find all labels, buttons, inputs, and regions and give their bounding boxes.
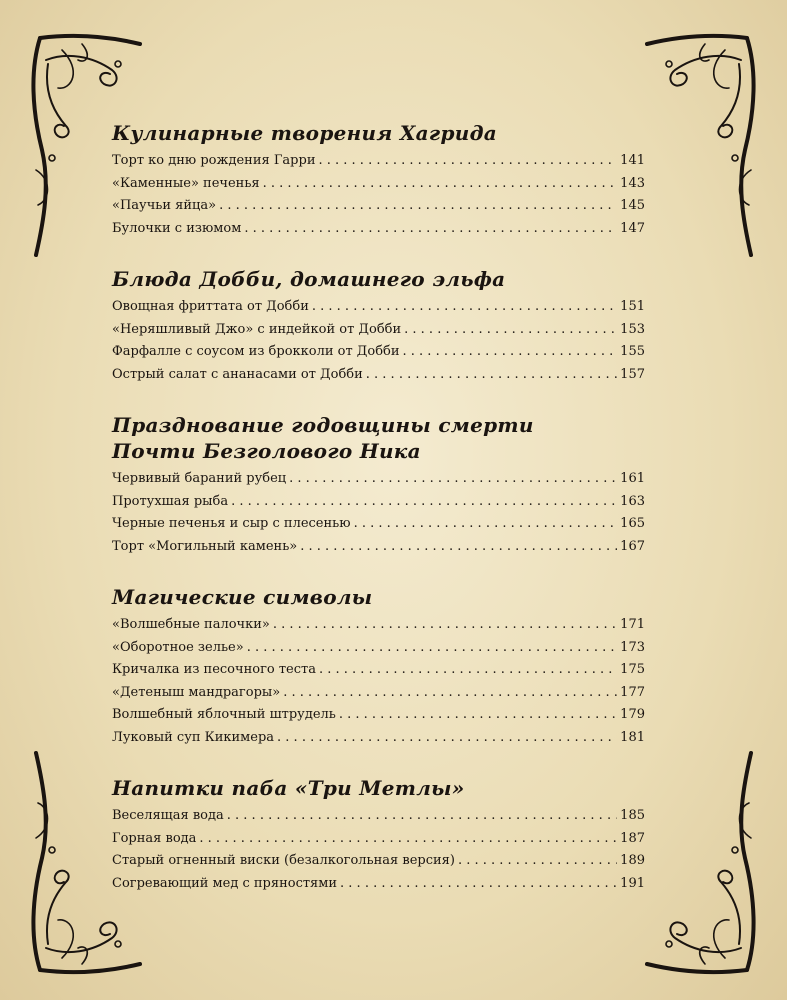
toc-entry[interactable] [112,218,645,241]
toc-entry[interactable] [112,150,645,173]
toc-entry[interactable] [112,659,645,682]
dot-leader [277,727,617,750]
dot-leader [319,659,617,682]
entry-page: 143 [620,175,645,191]
section-title: Напитки паба «Три Метлы» [112,776,465,800]
dot-leader [199,828,617,851]
entry-label: «Волшебные палочки» [112,617,270,632]
entry-label: Червивый бараний рубец [112,471,287,486]
dot-leader [300,536,617,559]
entry-page: 175 [620,662,645,677]
entry-label: Черные печенья и сыр с плесенью [112,516,351,531]
corner-flourish-top-right [640,30,765,265]
section-magical-symbols [112,584,645,749]
dot-leader [289,468,617,491]
dot-leader [404,319,617,342]
entry-page: 189 [620,853,645,868]
toc-entry[interactable] [112,536,645,559]
entry-label: Острый салат с ананасами от Добби [112,366,363,382]
entry-page: 145 [620,198,645,213]
dot-leader [366,364,617,387]
entry-page: 191 [620,875,645,891]
dot-leader [283,682,617,705]
entry-page: 153 [620,321,645,337]
entry-label: Волшебный яблочный штрудель [112,707,336,722]
entry-page: 147 [620,220,645,236]
entry-page: 157 [620,366,645,382]
dot-leader [354,513,618,536]
entry-page: 165 [620,516,645,531]
toc-entry[interactable] [112,805,645,828]
entry-page: 181 [620,729,645,745]
entry-page: 163 [620,493,645,509]
dot-leader [458,850,617,873]
entry-label: Горная вода [112,830,197,846]
entry-page: 155 [620,344,645,359]
dot-leader [219,195,617,218]
entry-label: Булочки с изюмом [112,220,242,236]
entry-page: 185 [620,808,645,823]
entry-label: «Паучьи яйца» [112,198,217,213]
entry-label: Торт ко дню рождения Гарри [112,153,316,168]
entry-page: 187 [620,830,645,846]
toc-entry[interactable] [112,828,645,851]
dot-leader [273,614,617,637]
toc-entry[interactable] [112,491,645,514]
entry-label: «Детеныш мандрагоры» [112,684,281,700]
entry-label: «Оборотное зелье» [112,639,244,655]
entry-label: Протухшая рыба [112,493,229,509]
entry-page: 151 [620,299,645,314]
entry-label: Кричалка из песочного теста [112,662,316,677]
entry-label: «Каменные» печенья [112,175,260,191]
entry-label: Торт «Могильный камень» [112,538,298,554]
dot-leader [340,873,617,896]
entry-label: Луковый суп Кикимера [112,729,275,745]
entry-page: 141 [620,153,645,168]
section-dobby [112,266,645,386]
entry-page: 177 [620,684,645,700]
entry-label: «Неряшливый Джо» с индейкой от Добби [112,321,402,337]
toc-entry[interactable] [112,468,645,491]
section-deathday-party [112,412,645,558]
dot-leader [318,150,617,173]
dot-leader [227,805,617,828]
toc-entry[interactable] [112,637,645,660]
entry-label: Согревающий мед с пряностями [112,875,338,891]
dot-leader [312,296,617,319]
toc-entry[interactable] [112,319,645,342]
toc-entry[interactable] [112,704,645,727]
entry-page: 179 [620,707,645,722]
dot-leader [403,341,618,364]
entry-label: Фарфалле с соусом из брокколи от Добби [112,344,400,359]
section-three-broomsticks [112,775,645,895]
dot-leader [339,704,617,727]
toc-entry[interactable] [112,364,645,387]
toc-entry[interactable] [112,341,645,364]
toc-entry[interactable] [112,850,645,873]
entry-page: 161 [620,471,645,486]
toc-entry[interactable] [112,682,645,705]
toc-entry[interactable] [112,614,645,637]
entry-label: Веселящая вода [112,808,224,823]
dot-leader [231,491,617,514]
toc-entry[interactable] [112,873,645,896]
section-title-line-2: Почти Безголового Ника [112,439,421,463]
dot-leader [247,637,617,660]
entry-label: Старый огненный виски (безалкогольная версия) [112,853,455,868]
section-title: Блюда Добби, домашнего эльфа [112,267,506,291]
corner-flourish-bottom-right [640,743,765,978]
section-title: Кулинарные творения Хагрида [112,121,498,145]
section-title: Магические символы [112,585,373,609]
table-of-contents [112,120,645,921]
toc-entry[interactable] [112,173,645,196]
entry-page: 167 [620,538,645,554]
entry-page: 171 [620,617,645,632]
toc-entry[interactable] [112,727,645,750]
entry-label: Овощная фриттата от Добби [112,299,309,314]
entry-page: 173 [620,639,645,655]
section-hagrid [112,120,645,240]
section-title-line-1: Празднование годовщины смерти [112,413,534,437]
toc-entry[interactable] [112,195,645,218]
dot-leader [244,218,617,241]
toc-entry[interactable] [112,296,645,319]
toc-entry[interactable] [112,513,645,536]
dot-leader [263,173,618,196]
